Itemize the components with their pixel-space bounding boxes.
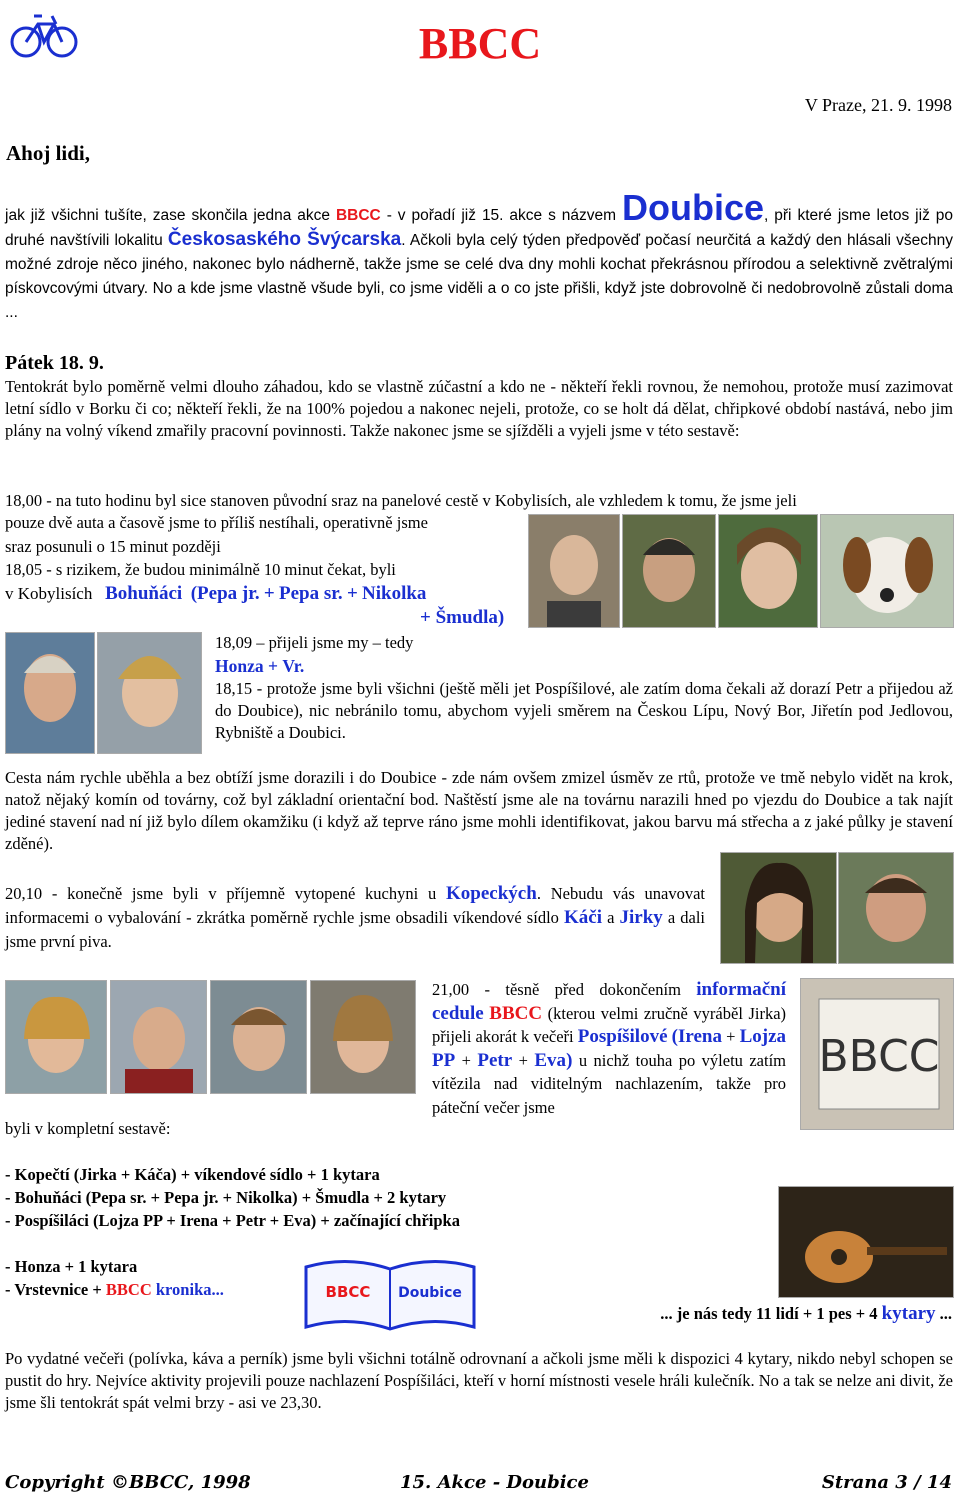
photo-petr bbox=[210, 980, 307, 1094]
roster-item: - Pospíšiláci (Lojza PP + Irena + Petr + Eva) + začínající chřipka bbox=[5, 1211, 460, 1230]
photo-honza bbox=[5, 632, 95, 754]
friday-line-honza: Honza + Vr. bbox=[215, 656, 305, 676]
photo-pepa-sr bbox=[622, 514, 716, 628]
friday-line-kobylisich: v Kobylisích Bohuňáci (Pepa jr. + Pepa sr. + Nikolka bbox=[5, 583, 427, 604]
closing-paragraph: Po vydatné večeři (polívka, káva a perník) jsme byli všichni totálně odrovnaní a ačkoli jsme měli k dispozici 4 kytary, nikdo nebyl schopen se pustit do hry. Nejvíce aktivity projevili pouze nachlazení Pospíšiláci, kteří v horní místnosti vesele hráli kulečník. No a tak se nelze ani divit, že jsme šli tentokrát spát velmi brzy - asi ve 23,30. bbox=[5, 1349, 953, 1412]
roster-item: - Honza + 1 kytara bbox=[5, 1257, 138, 1276]
svg-text:BBCC: BBCC bbox=[818, 1031, 940, 1082]
greeting: Ahoj lidi, bbox=[6, 141, 91, 165]
friday-line-3: sraz posunuli o 15 minut později bbox=[5, 537, 221, 556]
friday-paragraph-1: Tentokrát bylo poměrně velmi dlouho záhadou, kdo se vlastně zúčastní a kdo ne - někteří řekli rovnou, že nemohou, protože musí zazimovat letní sídlo v Borku či co; někteří řekli, že na 100% pojedou a nakonec nejeli, protože, co se holt dá dělat, chřipkové období nastává, nebo jim plány na volný víkend zmařily pracovní povinnosti. Takže nakonec jsme se sjížděli a vyjeli jsme v této sestavě: bbox=[5, 377, 953, 440]
footer-copyright: Copyright ©BBCC, 1998 bbox=[5, 1472, 251, 1493]
footer-event: 15. Akce - Doubice bbox=[400, 1472, 589, 1493]
roster-item-vrstevnice: - Vrstevnice + BBCC kronika... bbox=[5, 1280, 224, 1299]
photo-guitar bbox=[778, 1186, 954, 1298]
friday-line-1805: 18,05 - s rizikem, že budou minimálně 10 minut čekat, byli bbox=[5, 560, 396, 579]
roster-item: - Kopečtí (Jirka + Káča) + víkendové sídlo + 1 kytara bbox=[5, 1165, 380, 1184]
photo-irena bbox=[5, 980, 107, 1094]
intro-paragraph: jak již všichni tušíte, zase skončila jedna akce BBCC - v pořadí již 15. akce s názvem Doubice, při které jsme letos již po druhé navštívili lokalitu Českosaského Švýcarska. Ačkoli byla celý týden předpověď počasí neurčitá a každý den hlásali všechny možné zdroje něco jiného, nakonec bylo nádherně, takže jsme se celé dva dny mohli kochat překrásnou přírodou a selektivně zvětralými pískovcovými útvary. No a kde jsme vlastně všude byli, co jsme viděli a o co jste přišli, když jste dobrovolně či nedobrovolně zůstali doma ... bbox=[5, 187, 954, 321]
svg-text:Doubice: Doubice bbox=[398, 1285, 462, 1301]
sestava-label: byli v kompletní sestavě: bbox=[5, 1119, 171, 1138]
photo-nikolka bbox=[718, 514, 818, 628]
roster-item bbox=[5, 1233, 460, 1256]
page-title: BBCC bbox=[418, 19, 542, 68]
friday-line-2: pouze dvě auta a časově jsme to příliš nestíhali, operativně jsme bbox=[5, 513, 428, 532]
photo-smudla-dog bbox=[820, 514, 954, 628]
photo-lojza bbox=[110, 980, 207, 1094]
photo-bbcc-sign bbox=[800, 978, 954, 1130]
friday-paragraph-7: 21,00 - těsně před dokončením informační cedule BBCC (kterou velmi zručně vyráběl Jirka) přijeli akorát k večeři Pospíšilové (Irena + Lojza PP + Petr + Eva) u nichž touha po výletu zatím vítězila nad viditelným nachlazením, takže pro páteční večer jsme bbox=[432, 979, 787, 1117]
roster-item: - Bohuňáci (Pepa sr. + Pepa jr. + Nikolka) + Šmudla + 2 kytary bbox=[5, 1188, 447, 1207]
friday-line-1809: 18,09 – přijeli jsme my – tedy bbox=[215, 633, 414, 652]
friday-line-1800: 18,00 - na tuto hodinu byl sice stanoven původní sraz na panelové cestě v Kobylisích, ale vzhledem k tomu, že jsme jeli bbox=[5, 491, 797, 510]
friday-paragraph-5: Cesta nám rychle uběhla a bez obtíží jsme dorazili i do Doubice - zde nám ovšem zmizel úsměv ze rtů, protože ve tmě nebylo vidět na krok, natož nějaký komín od továrny, což byl základní orientační bod. Naštěstí jsme ale na továrnu narazili hned po vjezdu do Doubice a tak najít jediné stavení nad ní již bylo dílem okamžiku (i když až teprve ráno jsme mohli identifikovat, jakou barvu má střecha a z jaké půlky je stavení zděné). bbox=[5, 768, 953, 853]
photo-jirka bbox=[838, 852, 954, 964]
friday-paragraph-6: 20,10 - konečně jsme byli v příjemně vytopené kuchyni u Kopeckých. Nebudu vás unavovat informacemi o vybalování - zkrátka poměrně rychle jsme obsadili víkendové sídlo Káči a Jirky a dali jsme první piva. bbox=[5, 883, 705, 951]
friday-line-1815: 18,15 - protože jsme byli všichni (ještě měli jet Pospíšilové, ale zatím doma čekali až dorazí Petr a přijedou až do Doubice), nic nebránilo tomu, abychom vyjeli směrem na Českou Lípu, Nový Bor, Jiřetín pod Jedlovou, Rybniště a Doubici. bbox=[215, 679, 953, 742]
section-heading: Pátek 18. 9. bbox=[5, 352, 104, 374]
photo-eva bbox=[310, 980, 416, 1094]
total-line: ... je nás tedy 11 lidí + 1 pes + 4 kytary ... bbox=[660, 1303, 952, 1324]
svg-text:BBCC: BBCC bbox=[325, 1283, 371, 1301]
date-line: V Praze, 21. 9. 1998 bbox=[804, 95, 952, 115]
photo-pepa-jr bbox=[528, 514, 620, 628]
book-chronicle-icon bbox=[300, 1255, 480, 1337]
photo-kaca bbox=[720, 852, 837, 964]
friday-line-smudla: + Šmudla) bbox=[420, 607, 505, 628]
footer-page: Strana 3 / 14 bbox=[821, 1472, 952, 1493]
photo-vrstevnice bbox=[97, 632, 202, 754]
